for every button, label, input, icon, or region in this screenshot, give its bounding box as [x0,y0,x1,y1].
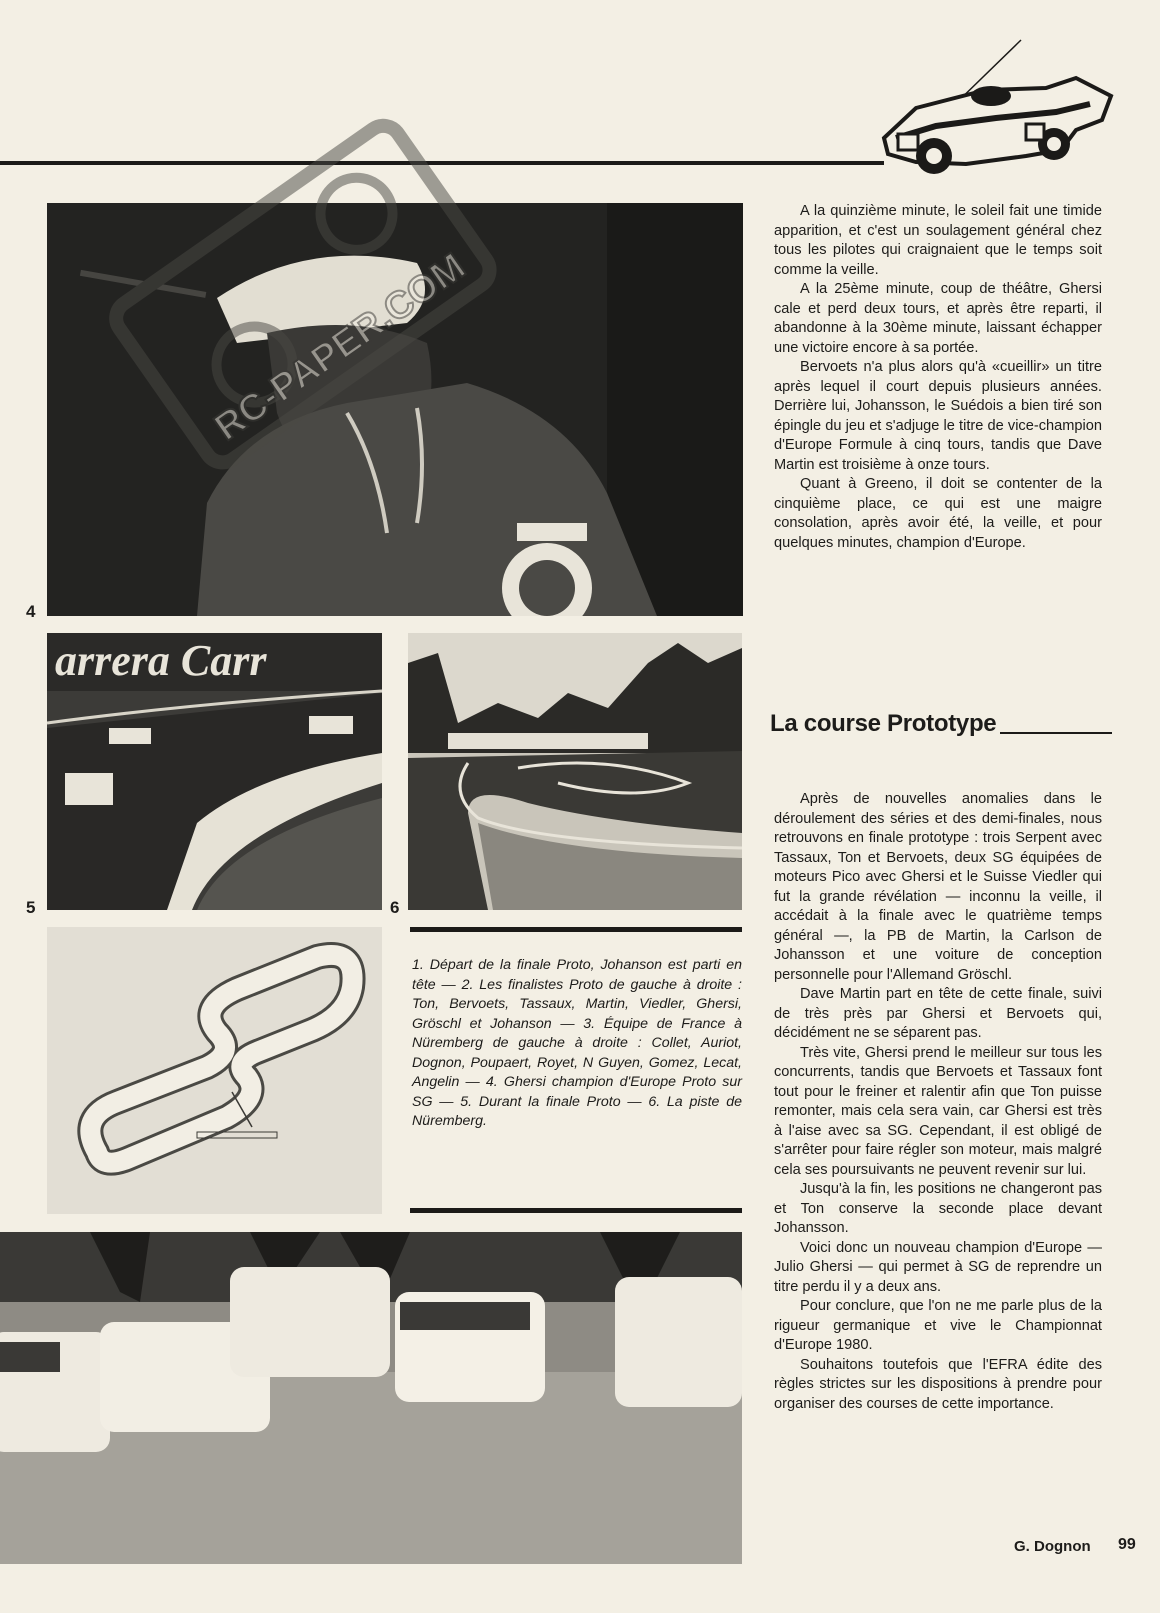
figure-number-6: 6 [390,898,400,917]
article-paragraph: Quant à Greeno, il doit se contenter de la cinquième place, ce qui est une maigre consolation, après avoir été, la veille, et pour quelques minutes, champion d'Europe. [774,476,1102,551]
article-paragraph: Bervoets n'a plus alors qu'à «cueillir» un titre après lequel il court depuis plusieurs années. Derrière lui, Johansson, le Suédois a bien tiré son épingle du jeu et s'adjuge le titre de vice-champion d'Europe Formule à cinq tours, tandis que Dave Martin est troisième à onze tours. [774,359,1102,473]
photo-caption: 1. Départ de la finale Proto, Johanson est parti en tête — 2. Les finalistes Proto de gauche à droite : Ton, Bervoets, Tassaux, Martin, Viedler, Ghersi, Gröschl et Johanson — 3. Équipe de France à Nüremberg de gauche à droite : Collet, Auriot, Dognon, Poupaert, Royet, N Guyen, Gomez, Lecat, Angelin — 4. Ghersi champion d'Europe Proto sur SG — 5. Durant la finale Proto — 6. La piste de Nüremberg. [412,957,742,1129]
article-column-top [774,202,1102,553]
rc-paper-watermark [70,80,530,500]
section-heading [770,710,1112,738]
photo-start-proto [0,1232,742,1564]
photo-finale-proto [47,633,382,910]
carrera-banner-text: arrera Carr [55,636,267,685]
section-paragraph: Après de nouvelles anomalies dans le déroulement des séries et des demi-finales, nous retrouvons en finale prototype : trois Serpent avec Tassaux, Ton et Bervoets, deux SG équipées de moteurs Pico avec Ghersi et le Suisse Viedler qui fut la grande révélation — inconnu la veille, il accédait à la finale avec le quatrième temps général —, la PB de Martin, la Carlson de Johansson et une voiture de conception personnelle pour l'Allemand Gröschl. [774,791,1102,983]
race-car-logo [876,38,1116,184]
section-paragraph: Dave Martin part en tête de cette finale, suivi de très près par Ghersi et Bervoets qui, décidément ne se séparent pas. [774,986,1102,1041]
caption-top-rule [410,927,742,932]
section-paragraph: Souhaitons toutefois que l'EFRA édite des règles strictes sur les dispositions à prendre pour organiser des courses de cette importance. [774,1356,1102,1412]
figure-number-4: 4 [26,602,36,621]
section-body [774,790,1102,1414]
article-paragraph: A la 25ème minute, coup de théâtre, Ghersi cale et perd deux tours, et après être reparti, il abandonne à la 30ème minute, laissant échapper une victoire encore à sa portée. [774,281,1102,356]
section-paragraph: Très vite, Ghersi prend le meilleur sur tous les concurrents, tandis que Bervoets et Tassaux font tout pour le freiner et ralentir afin que Ton puisse remonter, mais cela sera vain, car Ghersi est très à l'aise avec sa SG. Cependant, il est obligé de s'arrêter pour faire régler son moteur, mais malgré cela ses poursuivants ne peuvent revenir sur lui. [774,1044,1102,1178]
article-paragraph: A la quinzième minute, le soleil fait une timide apparition, et c'est un soulagement général chez tous les pilotes qui craignaient que le temps soit comme la veille. [774,203,1102,278]
author-signature: G. Dognon [1014,1538,1091,1555]
section-paragraph: Voici donc un nouveau champion d'Europe — Julio Ghersi — qui permet à SG de reprendre un titre perdu il y a deux ans. [774,1239,1102,1295]
section-paragraph: Jusqu'à la fin, les positions ne changeront pas et Ton conserve la seconde place devant Johansson. [774,1181,1102,1236]
section-heading-text: La course Prototype [770,710,997,737]
section-heading-rule [1000,732,1112,734]
track-diagram [47,927,382,1214]
photo-piste-nuremberg [408,633,742,910]
caption-bottom-rule [410,1208,742,1213]
page-number: 99 [1118,1536,1136,1553]
section-paragraph: Pour conclure, que l'on ne me parle plus de la rigueur germanique et vive le Championnat d'Europe 1980. [774,1298,1102,1353]
watermark-text: RC-PAPER.COM [207,245,473,450]
figure-number-5: 5 [26,898,36,917]
